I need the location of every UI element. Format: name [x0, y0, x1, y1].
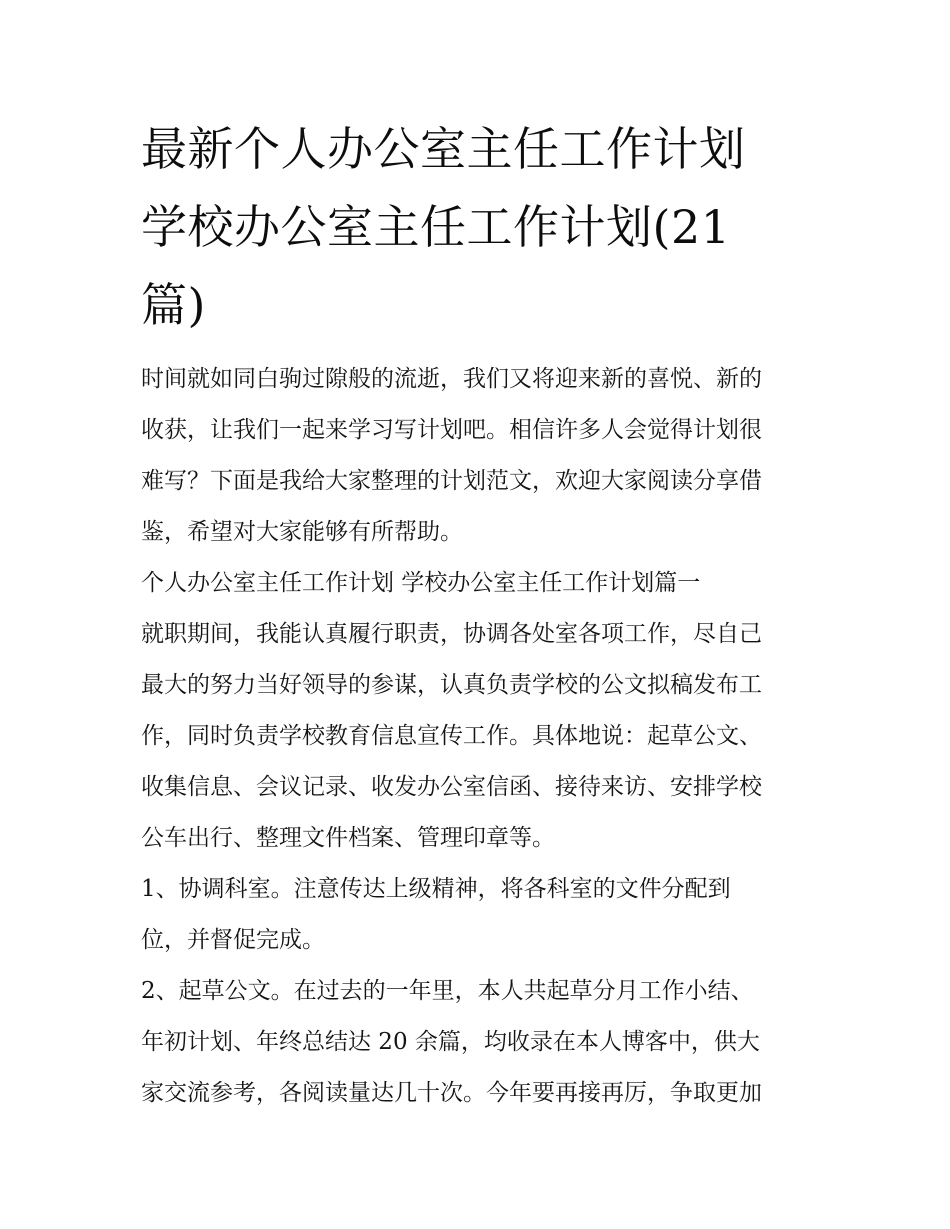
- duty-paragraph: [141, 609, 821, 864]
- title-line: 篇): [141, 278, 206, 332]
- title-line: 最新个人办公室主任工作计划: [141, 122, 746, 176]
- text-line: 作，同时负责学校教育信息宣传工作。具体地说：起草公文、: [141, 723, 762, 749]
- document-page: [141, 110, 821, 1119]
- text-line: 公车出行、整理文件档案、管理印章等。: [141, 825, 555, 851]
- item-1-paragraph: [141, 864, 821, 966]
- text-line: 鉴，希望对大家能够有所帮助。: [141, 519, 463, 545]
- document-title: [141, 110, 821, 344]
- text-line: 个人办公室主任工作计划 学校办公室主任工作计划篇一: [141, 570, 701, 596]
- text-line: 1、协调科室。注意传达上级精神，将各科室的文件分配到: [141, 876, 731, 902]
- title-line: 学校办公室主任工作计划(21: [141, 200, 731, 254]
- text-line: 2、起草公文。在过去的一年里，本人共起草分月工作小结、: [141, 978, 754, 1004]
- text-line: 最大的努力当好领导的参谋，认真负责学校的公文拟稿发布工: [141, 672, 762, 698]
- text-line: 就职期间，我能认真履行职责，协调各处室各项工作，尽自己: [141, 621, 762, 647]
- intro-paragraph: [141, 354, 821, 558]
- text-line: 位，并督促完成。: [141, 927, 325, 953]
- text-line: 收获，让我们一起来学习写计划吧。相信许多人会觉得计划很: [141, 417, 762, 443]
- item-2-paragraph: [141, 966, 821, 1119]
- document-body: [141, 354, 821, 1119]
- text-line: 难写？下面是我给大家整理的计划范文，欢迎大家阅读分享借: [141, 468, 762, 494]
- text-line: 时间就如同白驹过隙般的流逝，我们又将迎来新的喜悦、新的: [141, 366, 762, 392]
- text-line: 家交流参考，各阅读量达几十次。今年要再接再厉，争取更加: [141, 1080, 762, 1106]
- text-line: 年初计划、年终总结达 20 余篇，均收录在本人博客中，供大: [141, 1029, 760, 1055]
- text-line: 收集信息、会议记录、收发办公室信函、接待来访、安排学校: [141, 774, 762, 800]
- section-heading: [141, 558, 821, 609]
